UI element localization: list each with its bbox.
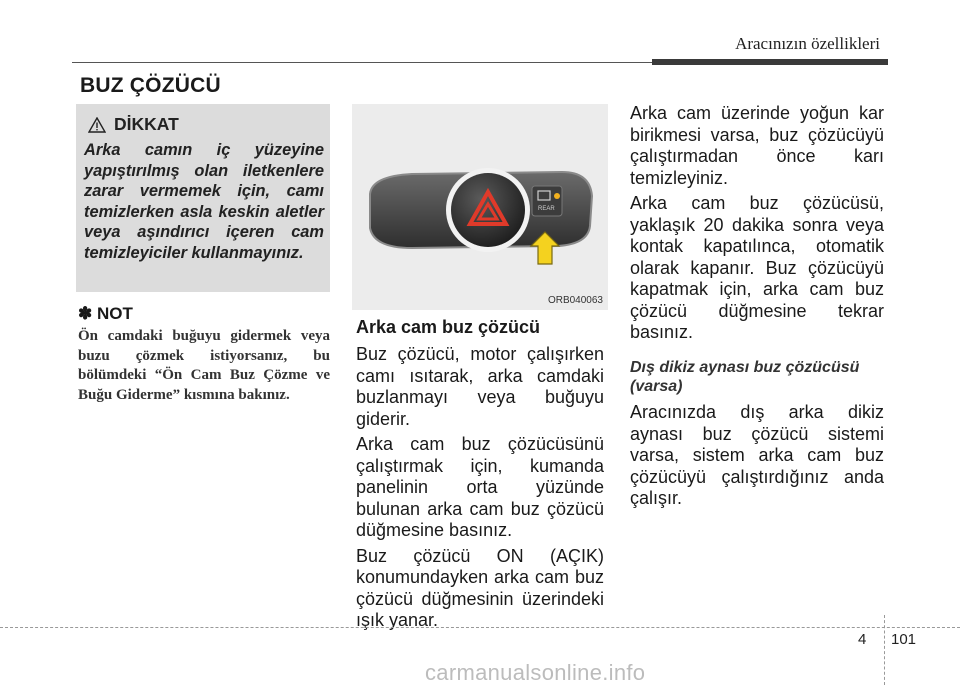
footer-rule xyxy=(0,627,960,628)
middle-column-text xyxy=(356,344,604,636)
footer-divider xyxy=(884,615,885,685)
paragraph: Arka cam üzerinde yoğun kar birikmesi varsa, buz çözücüyü çalıştırmadan önce karı temizleyiniz. xyxy=(630,103,884,188)
watermark: carmanualsonline.info xyxy=(425,660,646,685)
photo-code: ORB040063 xyxy=(547,295,603,306)
mirror-defroster-subtitle: Dış dikiz aynası buz çözücüsü (varsa) xyxy=(630,359,860,395)
rear-button-label: REAR xyxy=(538,206,555,212)
paragraph: Arka cam buz çözücüsünü çalıştırmak için, kumanda panelinin orta yüzünde bulunan arka cam buz çözücü düğmesine basınız. xyxy=(356,434,604,540)
paragraph: Buz çözücü, motor çalışırken camı ısıtarak, arka camdaki buzlanmayı veya buğuyu giderir. xyxy=(356,344,604,429)
header-title: Aracınızın özellikleri xyxy=(735,34,880,53)
chapter-number: 4 xyxy=(858,631,867,648)
caution-text: Arka camın iç yüzeyine yapıştırılmış olan iletkenlere zarar vermemek için, camı temizlerken asla keskin aletler veya aşındırıcı içeren cam temizleyiciler kullanmayınız. xyxy=(84,141,324,262)
right-column-text xyxy=(630,103,884,348)
header-bar xyxy=(652,59,888,65)
caution-box xyxy=(76,104,330,292)
note-title: ✽ NOT xyxy=(78,304,133,323)
rear-defroster-subtitle: Arka cam buz çözücü xyxy=(356,317,541,337)
mirror-defroster-text xyxy=(630,402,884,514)
caution-heading xyxy=(88,114,179,135)
warning-triangle-icon xyxy=(88,117,106,133)
paragraph: Arka cam buz çözücüsü, yaklaşık 20 dakika sonra veya kontak kapatılınca, otomatik olarak kapanır. Buz çözücüyü kapatmak için, arka cam buz çözücü düğmesine tekrar basınız. xyxy=(630,193,884,342)
page-number: 101 xyxy=(891,631,917,648)
paragraph: Aracınızda dış arka dikiz aynası buz çözücü sistemi varsa, sistem arka cam buz çözücüyü çalıştırdığınız anda çalışır. xyxy=(630,402,884,508)
defroster-button-photo xyxy=(352,104,608,310)
paragraph: Buz çözücü ON (AÇIK) konumundayken arka cam buz çözücü düğmesinin üzerindeki ışık yanar. xyxy=(356,545,604,630)
caution-title: DİKKAT xyxy=(114,114,179,134)
section-title: BUZ ÇÖZÜCÜ xyxy=(80,74,221,97)
note-text: Ön camdaki buğuyu gidermek veya buzu çözmek istiyorsanız, bu bölümdeki “Ön Cam Buz Çözme ve Buğu Giderme” kısmına bakınız. xyxy=(78,328,330,403)
control-panel-illustration xyxy=(352,104,608,310)
